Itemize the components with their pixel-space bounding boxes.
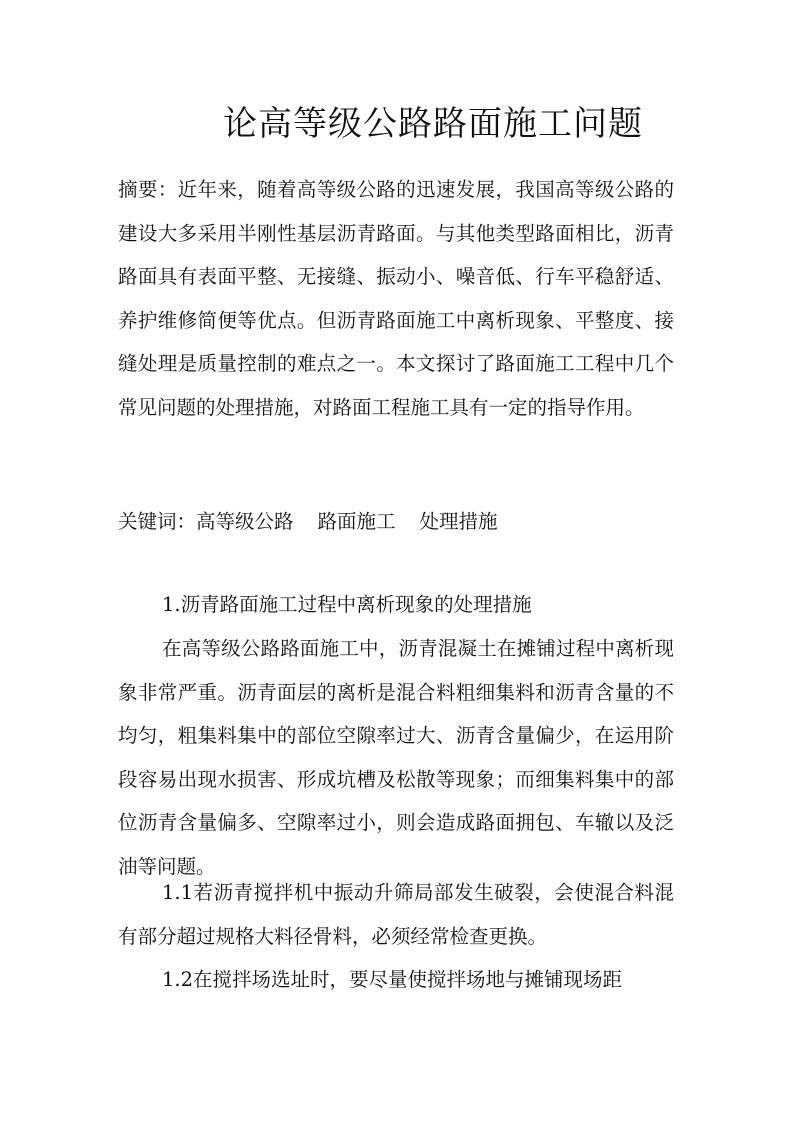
section-1-1-paragraph: 1.1若沥青搅拌机中振动升筛局部发生破裂，会使混合料混有部分超过规格大料径骨料，必须经常检查更换。: [118, 881, 674, 948]
document-title: 论高等级公路路面施工问题: [223, 104, 643, 144]
section-1-heading: 1.沥青路面施工过程中离析现象的处理措施: [162, 593, 532, 616]
abstract-paragraph: 摘要：近年来，随着高等级公路的迅速发展，我国高等级公路的建设大多采用半刚性基层沥青路面。与其他类型路面相比，沥青路面具有表面平整、无接缝、振动小、噪音低、行车平稳舒适、养护维修简便等优点。但沥青路面施工中离析现象、平整度、接缝处理是质量控制的难点之一。本文探讨了路面施工工程中几个常见问题的处理措施，对路面工程施工具有一定的指导作用。: [118, 178, 674, 419]
keyword-item: 路面施工: [317, 510, 396, 533]
keywords-line: [118, 500, 674, 544]
keyword-item: 处理措施: [419, 510, 498, 533]
keywords-label: 关键词：: [118, 510, 197, 533]
section-1-body: 在高等级公路路面施工中，沥青混凝土在摊铺过程中离析现象非常严重。沥青面层的离析是混合料粗细集料和沥青含量的不均匀，粗集料集中的部位空隙率过大、沥青含量偏少，在运用阶段容易出现水损害、形成坑槽及松散等现象；而细集料集中的部位沥青含量偏多、空隙率过小，则会造成路面拥包、车辙以及泛油等问题。: [118, 637, 674, 878]
section-1-2-paragraph: 1.2在搅拌场选址时，要尽量使搅拌场地与摊铺现场距: [162, 968, 623, 991]
keyword-item: 高等级公路: [196, 510, 294, 533]
